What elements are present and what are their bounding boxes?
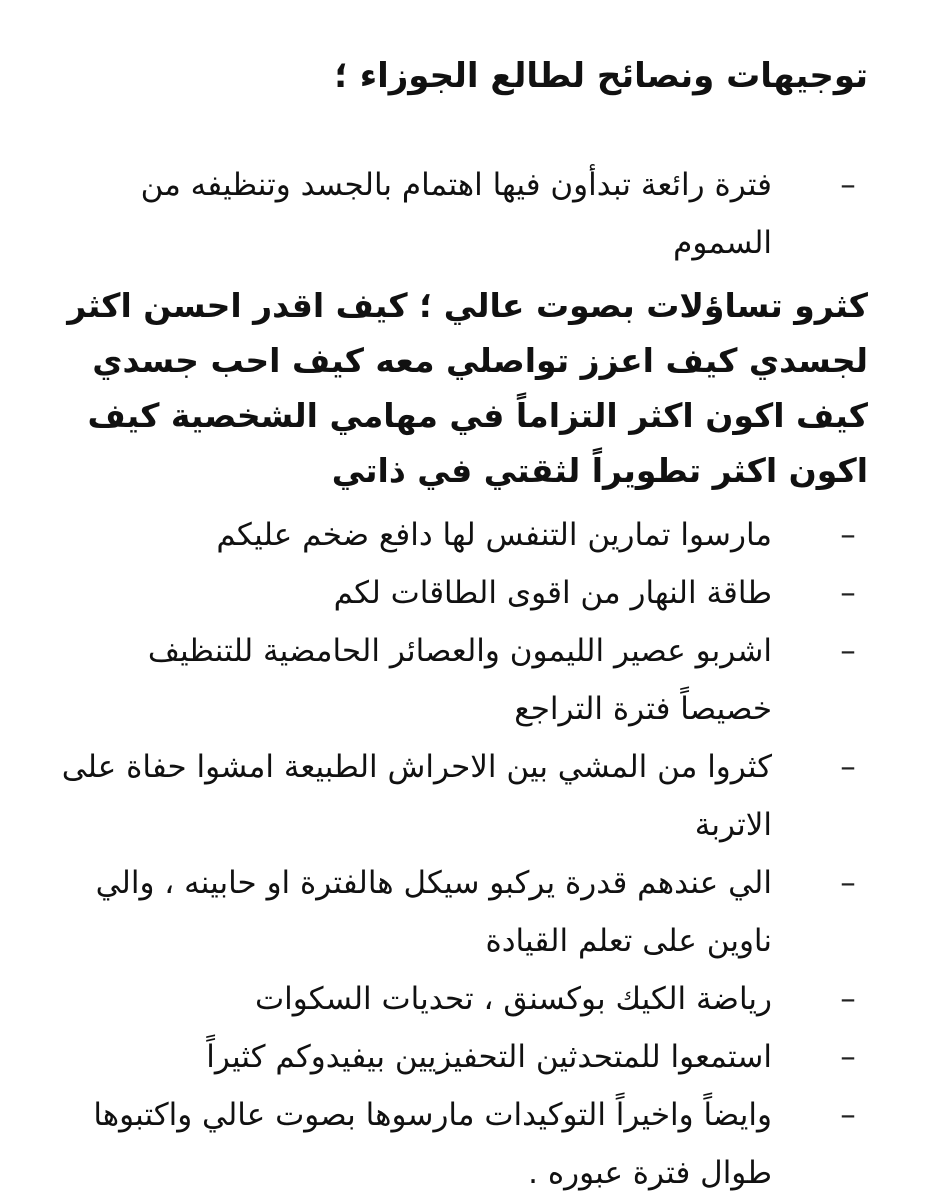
list-item-text: مارسوا تمارين التنفس لها دافع ضخم عليكم	[216, 517, 772, 553]
questions-paragraph: كثرو تساؤلات بصوت عالي ؛ كيف اقدر احسن اكثر لجسدي كيف اعزز تواصلي معه كيف احب جسدي كيف اكون اكثر التزاماً في مهامي الشخصية كيف اكون اكثر تطويراً لثقتي في ذاتي	[67, 286, 868, 490]
dash-bullet: –	[840, 1039, 856, 1075]
list-item	[58, 970, 868, 1028]
intro-list	[58, 156, 868, 272]
list-item-text: كثروا من المشي بين الاحراش الطبيعة امشوا حفاة على الاتربة	[61, 749, 772, 843]
dash-bullet: –	[840, 981, 856, 1017]
list-item	[58, 1086, 868, 1202]
list-item	[58, 506, 868, 564]
list-item-text: وايضاً واخيراً التوكيدات مارسوها بصوت عالي واكتبوها طوال فترة عبوره .	[93, 1097, 772, 1191]
document-title: توجيهات ونصائح لطالع الجوزاء ؛	[334, 56, 868, 96]
list-item	[58, 156, 868, 272]
dash-bullet: –	[840, 1097, 856, 1133]
list-item-text: استمعوا للمتحدثين التحفيزيين بيفيدوكم كثيراً	[206, 1039, 772, 1075]
dash-bullet: –	[840, 865, 856, 901]
list-item	[58, 738, 868, 854]
tips-list	[58, 506, 868, 1202]
dash-bullet: –	[840, 633, 856, 669]
list-item-text: طاقة النهار من اقوى الطاقات لكم	[333, 575, 772, 611]
dash-bullet: –	[840, 167, 856, 203]
dash-bullet: –	[840, 749, 856, 785]
list-item-text: رياضة الكيك بوكسنق ، تحديات السكوات	[255, 981, 772, 1017]
list-item-text: اشربو عصير الليمون والعصائر الحامضية للتنظيف خصيصاً فترة التراجع	[147, 633, 772, 727]
document-body	[58, 48, 868, 1202]
list-item-text: الي عندهم قدرة يركبو سيكل هالفترة او حابينه ، والي ناوين على تعلم القيادة	[95, 865, 772, 959]
list-item	[58, 564, 868, 622]
list-item	[58, 1028, 868, 1086]
list-item	[58, 854, 868, 970]
list-item-text: فترة رائعة تبدأون فيها اهتمام بالجسد وتنظيفه من السموم	[140, 167, 772, 261]
list-item	[58, 622, 868, 738]
dash-bullet: –	[840, 575, 856, 611]
dash-bullet: –	[840, 517, 856, 553]
